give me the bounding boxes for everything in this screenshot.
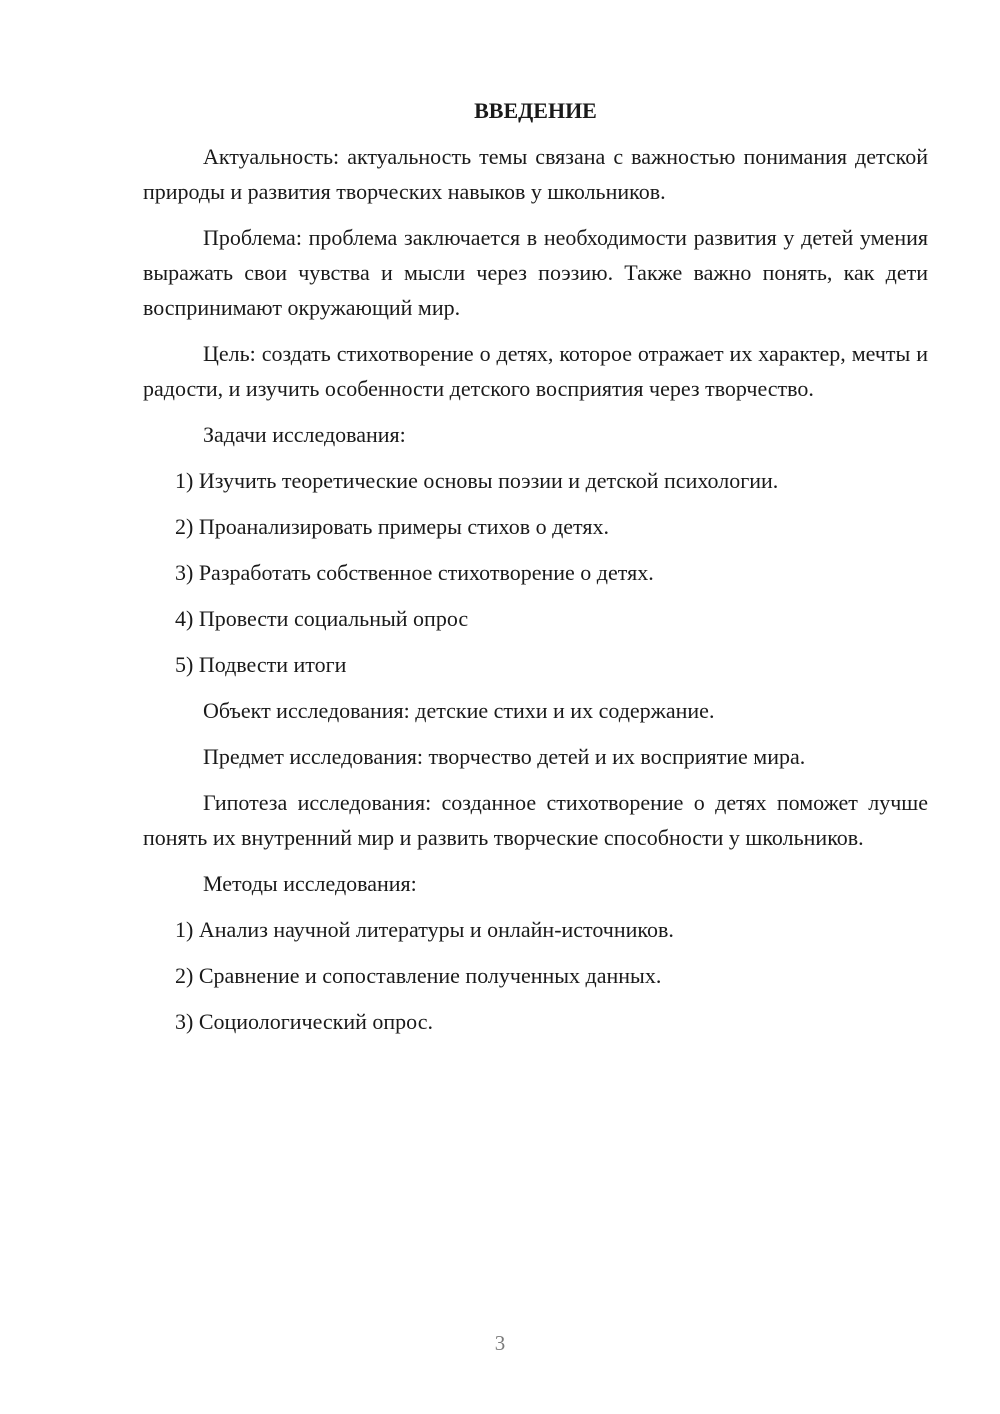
hypothesis-paragraph: Гипотеза исследования: созданное стихотворение о детях поможет лучше понять их внутренний мир и развить творческие способности у школьников. (143, 790, 928, 850)
document-page (143, 93, 928, 1050)
subject-paragraph: Предмет исследования: творчество детей и их восприятие мира. (203, 744, 806, 769)
list-item: 1) Анализ научной литературы и онлайн-источников. (175, 917, 674, 942)
problem-paragraph: Проблема: проблема заключается в необходимости развития у детей умения выражать свои чувства и мысли через поэзию. Также важно понять, как дети воспринимают окружающий мир. (143, 225, 928, 320)
tasks-heading: Задачи исследования: (203, 422, 406, 447)
page-title: ВВЕДЕНИЕ (474, 98, 597, 123)
object-paragraph: Объект исследования: детские стихи и их содержание. (203, 698, 715, 723)
list-item: 3) Разработать собственное стихотворение о детях. (175, 560, 654, 585)
page-number: 3 (494, 1331, 506, 1355)
list-item: 1) Изучить теоретические основы поэзии и детской психологии. (175, 468, 779, 493)
tasks-list (143, 463, 928, 682)
goal-paragraph: Цель: создать стихотворение о детях, которое отражает их характер, мечты и радости, и изучить особенности детского восприятия через творчество. (143, 341, 928, 401)
list-item: 5) Подвести итоги (175, 652, 347, 677)
list-item: 4) Провести социальный опрос (175, 606, 469, 631)
list-item: 2) Сравнение и сопоставление полученных данных. (175, 963, 662, 988)
relevance-paragraph: Актуальность: актуальность темы связана с важностью понимания детской природы и развития творческих навыков у школьников. (143, 144, 928, 204)
list-item: 3) Социологический опрос. (175, 1009, 433, 1034)
list-item: 2) Проанализировать примеры стихов о детях. (175, 514, 609, 539)
methods-list (143, 912, 928, 1039)
methods-heading: Методы исследования: (203, 871, 417, 896)
